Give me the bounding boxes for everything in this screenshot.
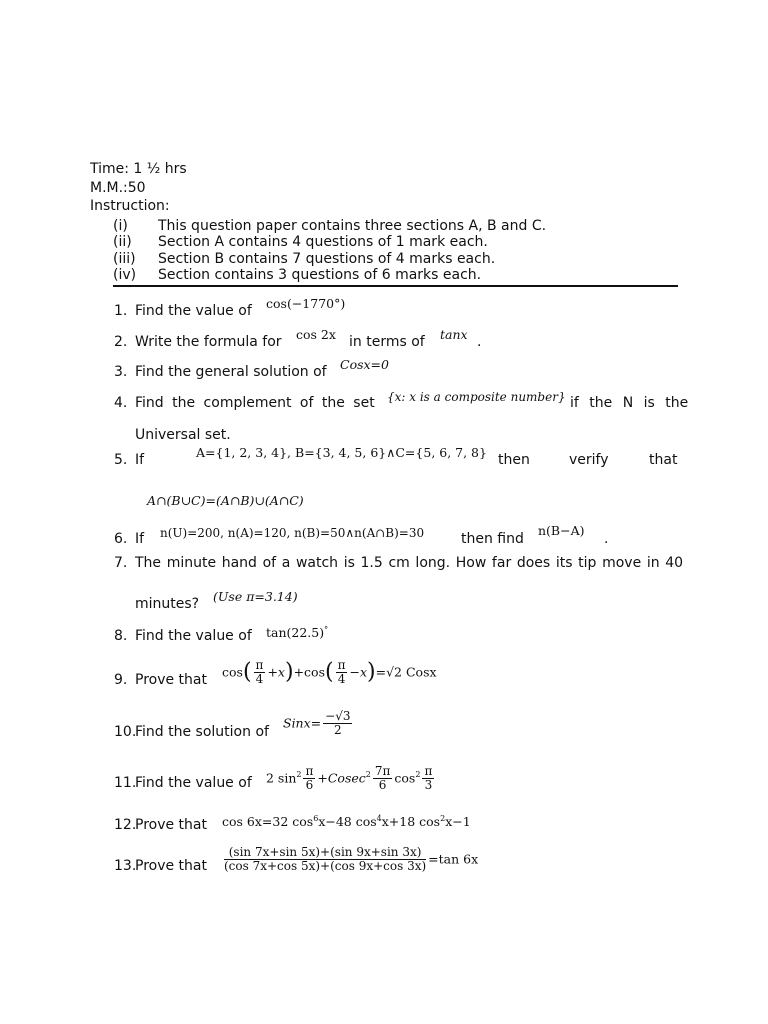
- question-text: minutes?: [135, 596, 200, 612]
- question-number: 11.: [114, 775, 137, 791]
- question-number: 1.: [114, 303, 128, 319]
- section-divider: [113, 285, 678, 287]
- question-text: Find the complement of the set: [135, 395, 375, 411]
- question-number: 6.: [114, 531, 128, 547]
- math-expression: n(B−A): [538, 523, 585, 538]
- math-expression: (Use π=3.14): [213, 589, 298, 604]
- question-number: 3.: [114, 364, 128, 380]
- instruction-text: Section contains 3 questions of 6 marks each.: [158, 267, 482, 283]
- math-expression: Sinx= $\frac{-√3}{2}$: [283, 709, 351, 737]
- math-expression: {x: x is a composite number}: [387, 390, 566, 404]
- time-label: Time: 1 ½ hrs: [90, 161, 187, 177]
- question-text: that: [649, 452, 678, 468]
- instruction-num: (ii): [113, 234, 132, 250]
- question-text: Find the value of: [135, 775, 252, 791]
- math-expression: $\frac{(\sin 7x+\sin 5x)+(\sin 9x+\sin 3x)}{(\cos 7x+\cos 5x)+(\cos 9x+\cos 3x)}$ =tan 6x: [224, 845, 479, 873]
- question-text: Universal set.: [135, 427, 231, 443]
- instruction-num: (iii): [113, 251, 136, 267]
- question-number: 13.: [114, 858, 137, 874]
- math-expression: A={1, 2, 3, 4}, B={3, 4, 5, 6}∧C={5, 6, 7, 8}: [196, 445, 487, 460]
- math-expression: cos 6x=32 $\cos^6x-48$ $\cos^4x+18$ $\cos^2x-1$: [222, 814, 471, 830]
- math-expression: tan(22.5)°: [266, 625, 329, 641]
- instruction-num: (i): [113, 218, 128, 234]
- question-number: 5.: [114, 452, 128, 468]
- math-expression: 2 $\sin^2$ $\frac{\pi}{6}$ +Cosec$^2$ $\frac{7\pi}{6}$ $\cos^2$ $\frac{\pi}{3}$: [266, 764, 433, 793]
- question-number: 9.: [114, 672, 128, 688]
- question-text: The minute hand of a watch is 1.5 cm long. How far does its tip move in 40: [135, 555, 684, 571]
- question-number: 4.: [114, 395, 128, 411]
- math-expression: A∩(B∪C)=(A∩B)∪(A∩C): [147, 493, 304, 508]
- question-text: .: [477, 334, 482, 350]
- question-text: Find the value of: [135, 628, 252, 644]
- question-number: 12.: [114, 817, 137, 833]
- question-number: 10.: [114, 724, 137, 740]
- math-expression: n(U)=200, n(A)=120, n(B)=50∧n(A∩B)=30: [160, 526, 425, 540]
- instruction-text: This question paper contains three sections A, B and C.: [158, 218, 547, 234]
- question-text: Prove that: [135, 858, 207, 874]
- question-text: then find: [461, 531, 524, 547]
- question-text: Prove that: [135, 817, 207, 833]
- question-text: if the N is the: [570, 395, 689, 411]
- instruction-num: (iv): [113, 267, 137, 283]
- question-text: then: [498, 452, 530, 468]
- max-marks-label: M.M.:50: [90, 180, 146, 196]
- question-text: .: [604, 531, 609, 547]
- question-text: Find the general solution of: [135, 364, 327, 380]
- math-expression: Cosx=0: [340, 357, 389, 372]
- instruction-text: Section B contains 7 questions of 4 marks each.: [158, 251, 496, 267]
- question-text: verify: [569, 452, 609, 468]
- math-expression: cos(−1770°): [266, 296, 346, 311]
- question-number: 8.: [114, 628, 128, 644]
- question-text: Write the formula for: [135, 334, 282, 350]
- instruction-heading: Instruction:: [90, 198, 170, 214]
- question-text: in terms of: [349, 334, 425, 350]
- question-number: 7.: [114, 555, 128, 571]
- instruction-text: Section A contains 4 questions of 1 mark each.: [158, 234, 488, 250]
- question-text: Find the value of: [135, 303, 252, 319]
- question-text: If: [135, 452, 145, 468]
- math-expression: cos( $\frac{\pi}{4}$ +x)+cos( $\frac{\pi}{4}$ −x)=√2 Cosx: [222, 658, 437, 686]
- question-text: If: [135, 531, 145, 547]
- math-expression: tanx: [440, 327, 468, 342]
- math-expression: cos 2x: [296, 327, 336, 342]
- question-number: 2.: [114, 334, 128, 350]
- question-text: Find the solution of: [135, 724, 269, 740]
- question-text: Prove that: [135, 672, 207, 688]
